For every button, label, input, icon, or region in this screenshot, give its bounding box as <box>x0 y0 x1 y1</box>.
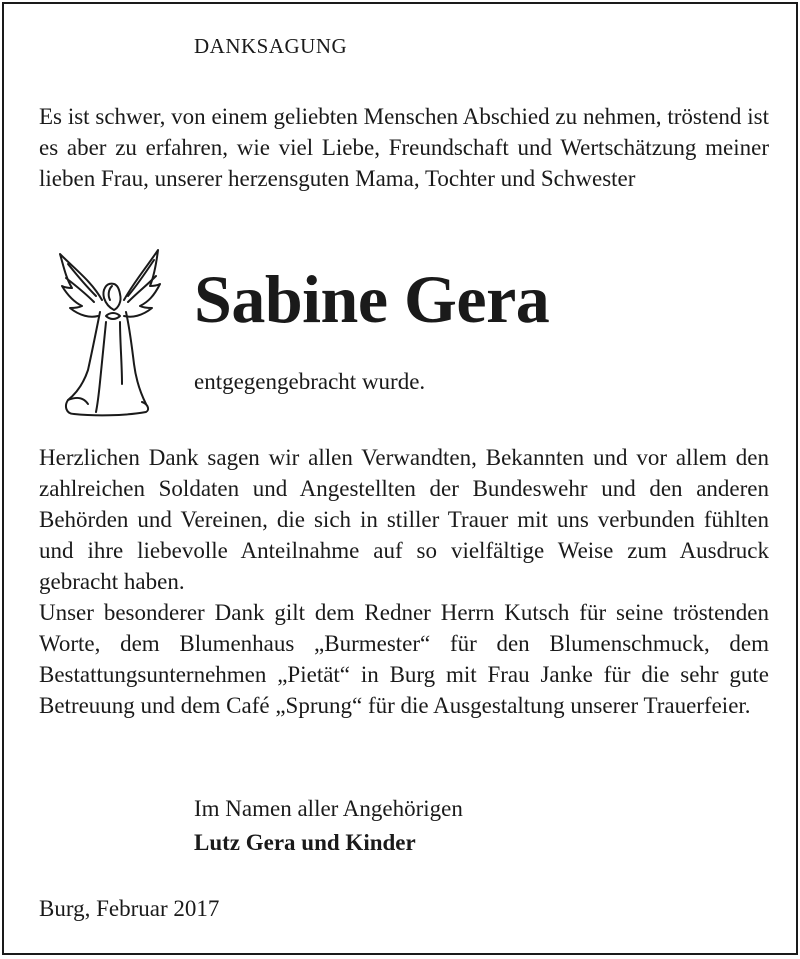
angel-icon <box>54 242 166 422</box>
received-text: entgegengebracht wurde. <box>194 369 426 394</box>
special-thanks-paragraph: Unser besonderer Dank gilt dem Redner Herrn Kutsch für seine tröstenden Worte, dem Blumenhaus „Burmester“ für den Blumenschmuck, dem Bestattungsunternehmen „Pietät“ in Burg mit Frau Janke für die sehr gute Betreuung und dem Café „Sprung“ für die Ausgestaltung unserer Trauerfeier. <box>39 600 769 718</box>
notice-heading: DANKSAGUNG <box>194 34 348 58</box>
thanks-paragraph: Herzlichen Dank sagen wir allen Verwandten, Bekannten und vor allem den zahlreichen Soldaten und Angestellten der Bundeswehr und den anderen Behörden und Vereinen, die sich in stiller Trauer mit uns verbunden fühlten und ihre liebevolle Anteilnahme auf so vielfältige Weise zum Ausdruck gebracht haben. <box>39 445 769 594</box>
intro-paragraph: Es ist schwer, von einem geliebten Menschen Abschied zu nehmen, tröstend ist es aber zu erfahren, wie viel Liebe, Freundschaft und Wertschätzung meiner lieben Frau, unserer herzensguten Mama, Tochter und Schwester <box>39 104 769 191</box>
signature-intro: Im Namen aller Angehörigen <box>194 796 463 821</box>
obituary-notice <box>2 2 798 955</box>
place-date: Burg, Februar 2017 <box>39 896 220 921</box>
signature-name: Lutz Gera und Kinder <box>194 830 416 855</box>
deceased-name: Sabine Gera <box>194 261 550 337</box>
